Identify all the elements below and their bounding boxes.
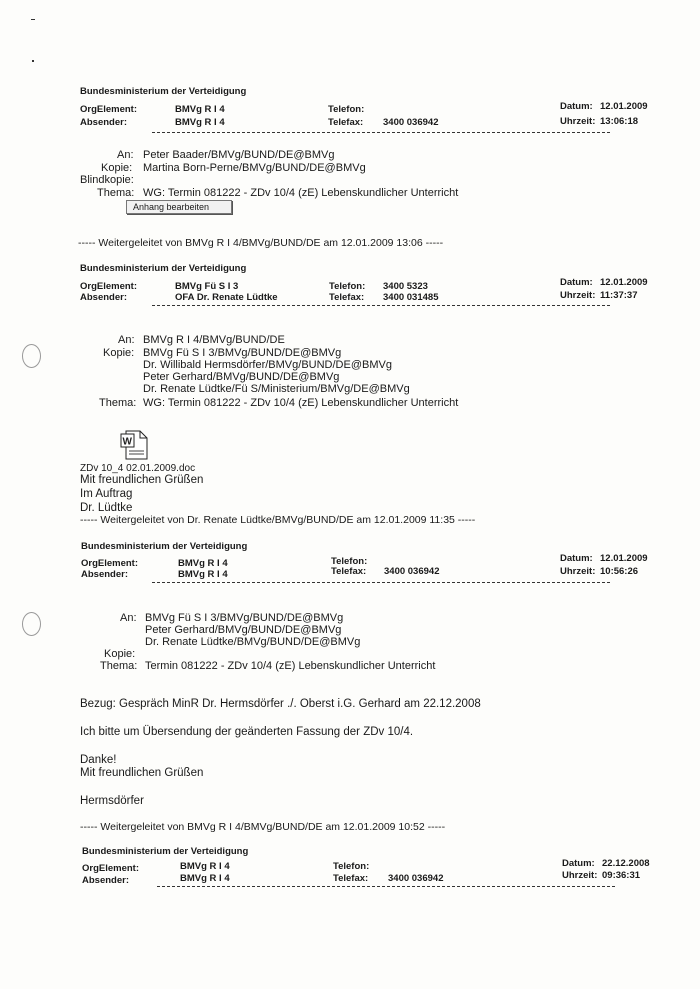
phone-label: Telefon: bbox=[333, 861, 370, 872]
org-element-label: OrgElement: bbox=[81, 558, 139, 569]
phone-label: Telefon: bbox=[329, 281, 366, 292]
header-divider bbox=[152, 132, 610, 133]
scan-speck bbox=[32, 60, 34, 62]
cc-value: BMVg Fü S I 3/BMVg/BUND/DE@BMVg bbox=[143, 347, 342, 359]
bcc-label: Blindkopie: bbox=[80, 174, 134, 186]
sender-value: BMVg R I 4 bbox=[180, 873, 230, 884]
attachment-filename[interactable]: ZDv 10_4 02.01.2009.doc bbox=[80, 463, 196, 474]
to-value: Dr. Renate Lüdtke/BMVg/BUND/DE@BMVg bbox=[145, 636, 361, 648]
cc-label: Kopie: bbox=[101, 162, 133, 174]
signature: Hermsdörfer bbox=[80, 795, 144, 807]
phone-value: 3400 5323 bbox=[383, 281, 428, 292]
fax-value: 3400 031485 bbox=[383, 292, 439, 303]
time-value: 09:36:31 bbox=[602, 870, 641, 881]
ministry-title: Bundesministerium der Verteidigung bbox=[80, 86, 247, 97]
time-label: Uhrzeit: bbox=[560, 116, 596, 127]
sender-label: Absender: bbox=[80, 117, 127, 128]
forward-line-3: ----- Weitergeleitet von BMVg R I 4/BMVg/BUND/DE am 12.01.2009 10:52 ----- bbox=[80, 821, 446, 833]
ministry-title: Bundesministerium der Verteidigung bbox=[81, 541, 248, 552]
fax-label: Telefax: bbox=[333, 873, 369, 884]
org-element-label: OrgElement: bbox=[80, 104, 138, 115]
to-label: An: bbox=[117, 149, 134, 161]
scan-speck bbox=[31, 19, 35, 20]
ministry-title: Bundesministerium der Verteidigung bbox=[82, 846, 249, 857]
fax-label: Telefax: bbox=[328, 117, 364, 128]
header-divider bbox=[152, 305, 610, 306]
phone-label: Telefon: bbox=[331, 556, 368, 567]
to-label: An: bbox=[120, 612, 137, 624]
date-label: Datum: bbox=[560, 101, 593, 112]
fax-value: 3400 036942 bbox=[384, 566, 440, 577]
time-label: Uhrzeit: bbox=[560, 566, 596, 577]
reference-line: Bezug: Gespräch MinR Dr. Hermsdörfer ./. Oberst i.G. Gerhard am 22.12.2008 bbox=[80, 698, 481, 710]
regards-line: Mit freundlichen Grüßen bbox=[80, 767, 204, 779]
subject-label: Thema: bbox=[99, 397, 137, 409]
sender-value: BMVg R I 4 bbox=[178, 569, 228, 580]
forward-line-1: ----- Weitergeleitet von BMVg R I 4/BMVg/BUND/DE am 12.01.2009 13:06 ----- bbox=[78, 237, 444, 249]
thanks-line: Danke! bbox=[80, 754, 117, 766]
org-element-label: OrgElement: bbox=[80, 281, 138, 292]
org-element-value: BMVg Fü S I 3 bbox=[175, 281, 239, 292]
forward-line-2: ----- Weitergeleitet von Dr. Renate Lüdtke/BMVg/BUND/DE am 12.01.2009 11:35 ----- bbox=[80, 514, 476, 526]
cc-value: Dr. Renate Lüdtke/Fü S/Ministerium/BMVg/DE@BMVg bbox=[143, 383, 410, 395]
sender-value: OFA Dr. Renate Lüdtke bbox=[175, 292, 278, 303]
to-value: Peter Gerhard/BMVg/BUND/DE@BMVg bbox=[145, 624, 342, 636]
closing-line: Dr. Lüdtke bbox=[80, 502, 133, 514]
punch-hole bbox=[22, 344, 41, 368]
header-divider bbox=[152, 582, 610, 583]
subject-label: Thema: bbox=[100, 660, 138, 672]
subject-label: Thema: bbox=[97, 187, 135, 199]
fax-label: Telefax: bbox=[331, 566, 367, 577]
date-value: 22.12.2008 bbox=[602, 858, 650, 869]
punch-hole bbox=[22, 612, 41, 636]
date-value: 12.01.2009 bbox=[600, 277, 648, 288]
cc-value: Peter Gerhard/BMVg/BUND/DE@BMVg bbox=[143, 371, 340, 383]
cc-label: Kopie: bbox=[104, 648, 136, 660]
to-value: BMVg Fü S I 3/BMVg/BUND/DE@BMVg bbox=[145, 612, 344, 624]
time-value: 13:06:18 bbox=[600, 116, 639, 127]
subject-value: WG: Termin 081222 - ZDv 10/4 (zE) Lebenskundlicher Unterricht bbox=[143, 187, 459, 199]
time-value: 10:56:26 bbox=[600, 566, 639, 577]
closing-line: Im Auftrag bbox=[80, 488, 133, 500]
date-value: 12.01.2009 bbox=[600, 553, 648, 564]
time-value: 11:37:37 bbox=[600, 290, 638, 301]
time-label: Uhrzeit: bbox=[560, 290, 596, 301]
date-label: Datum: bbox=[562, 858, 595, 869]
subject-value: Termin 081222 - ZDv 10/4 (zE) Lebenskundlicher Unterricht bbox=[145, 660, 436, 672]
edit-attachment-button[interactable]: Anhang bearbeiten bbox=[126, 200, 232, 214]
date-label: Datum: bbox=[560, 277, 593, 288]
header-divider bbox=[157, 886, 615, 887]
sender-label: Absender: bbox=[80, 292, 127, 303]
org-element-value: BMVg R I 4 bbox=[175, 104, 225, 115]
fax-value: 3400 036942 bbox=[388, 873, 444, 884]
to-label: An: bbox=[118, 334, 135, 346]
org-element-value: BMVg R I 4 bbox=[180, 861, 230, 872]
time-label: Uhrzeit: bbox=[562, 870, 598, 881]
cc-label: Kopie: bbox=[103, 347, 135, 359]
sender-value: BMVg R I 4 bbox=[175, 117, 225, 128]
svg-text:W: W bbox=[122, 436, 132, 448]
cc-value: Martina Born-Perne/BMVg/BUND/DE@BMVg bbox=[143, 162, 366, 174]
closing-line: Mit freundlichen Grüßen bbox=[80, 474, 204, 486]
fax-value: 3400 036942 bbox=[383, 117, 439, 128]
request-line: Ich bitte um Übersendung der geänderten Fassung der ZDv 10/4. bbox=[80, 726, 414, 738]
date-label: Datum: bbox=[560, 553, 593, 564]
org-element-label: OrgElement: bbox=[82, 863, 140, 874]
org-element-value: BMVg R I 4 bbox=[178, 558, 228, 569]
subject-value: WG: Termin 081222 - ZDv 10/4 (zE) Lebenskundlicher Unterricht bbox=[143, 397, 459, 409]
fax-label: Telefax: bbox=[329, 292, 365, 303]
word-document-icon[interactable] bbox=[120, 430, 148, 465]
sender-label: Absender: bbox=[82, 875, 129, 886]
sender-label: Absender: bbox=[81, 569, 128, 580]
date-value: 12.01.2009 bbox=[600, 101, 648, 112]
phone-label: Telefon: bbox=[328, 104, 365, 115]
to-value: Peter Baader/BMVg/BUND/DE@BMVg bbox=[143, 149, 335, 161]
cc-value: Dr. Willibald Hermsdörfer/BMVg/BUND/DE@BMVg bbox=[143, 359, 392, 371]
ministry-title: Bundesministerium der Verteidigung bbox=[80, 263, 247, 274]
to-value: BMVg R I 4/BMVg/BUND/DE bbox=[143, 334, 285, 346]
